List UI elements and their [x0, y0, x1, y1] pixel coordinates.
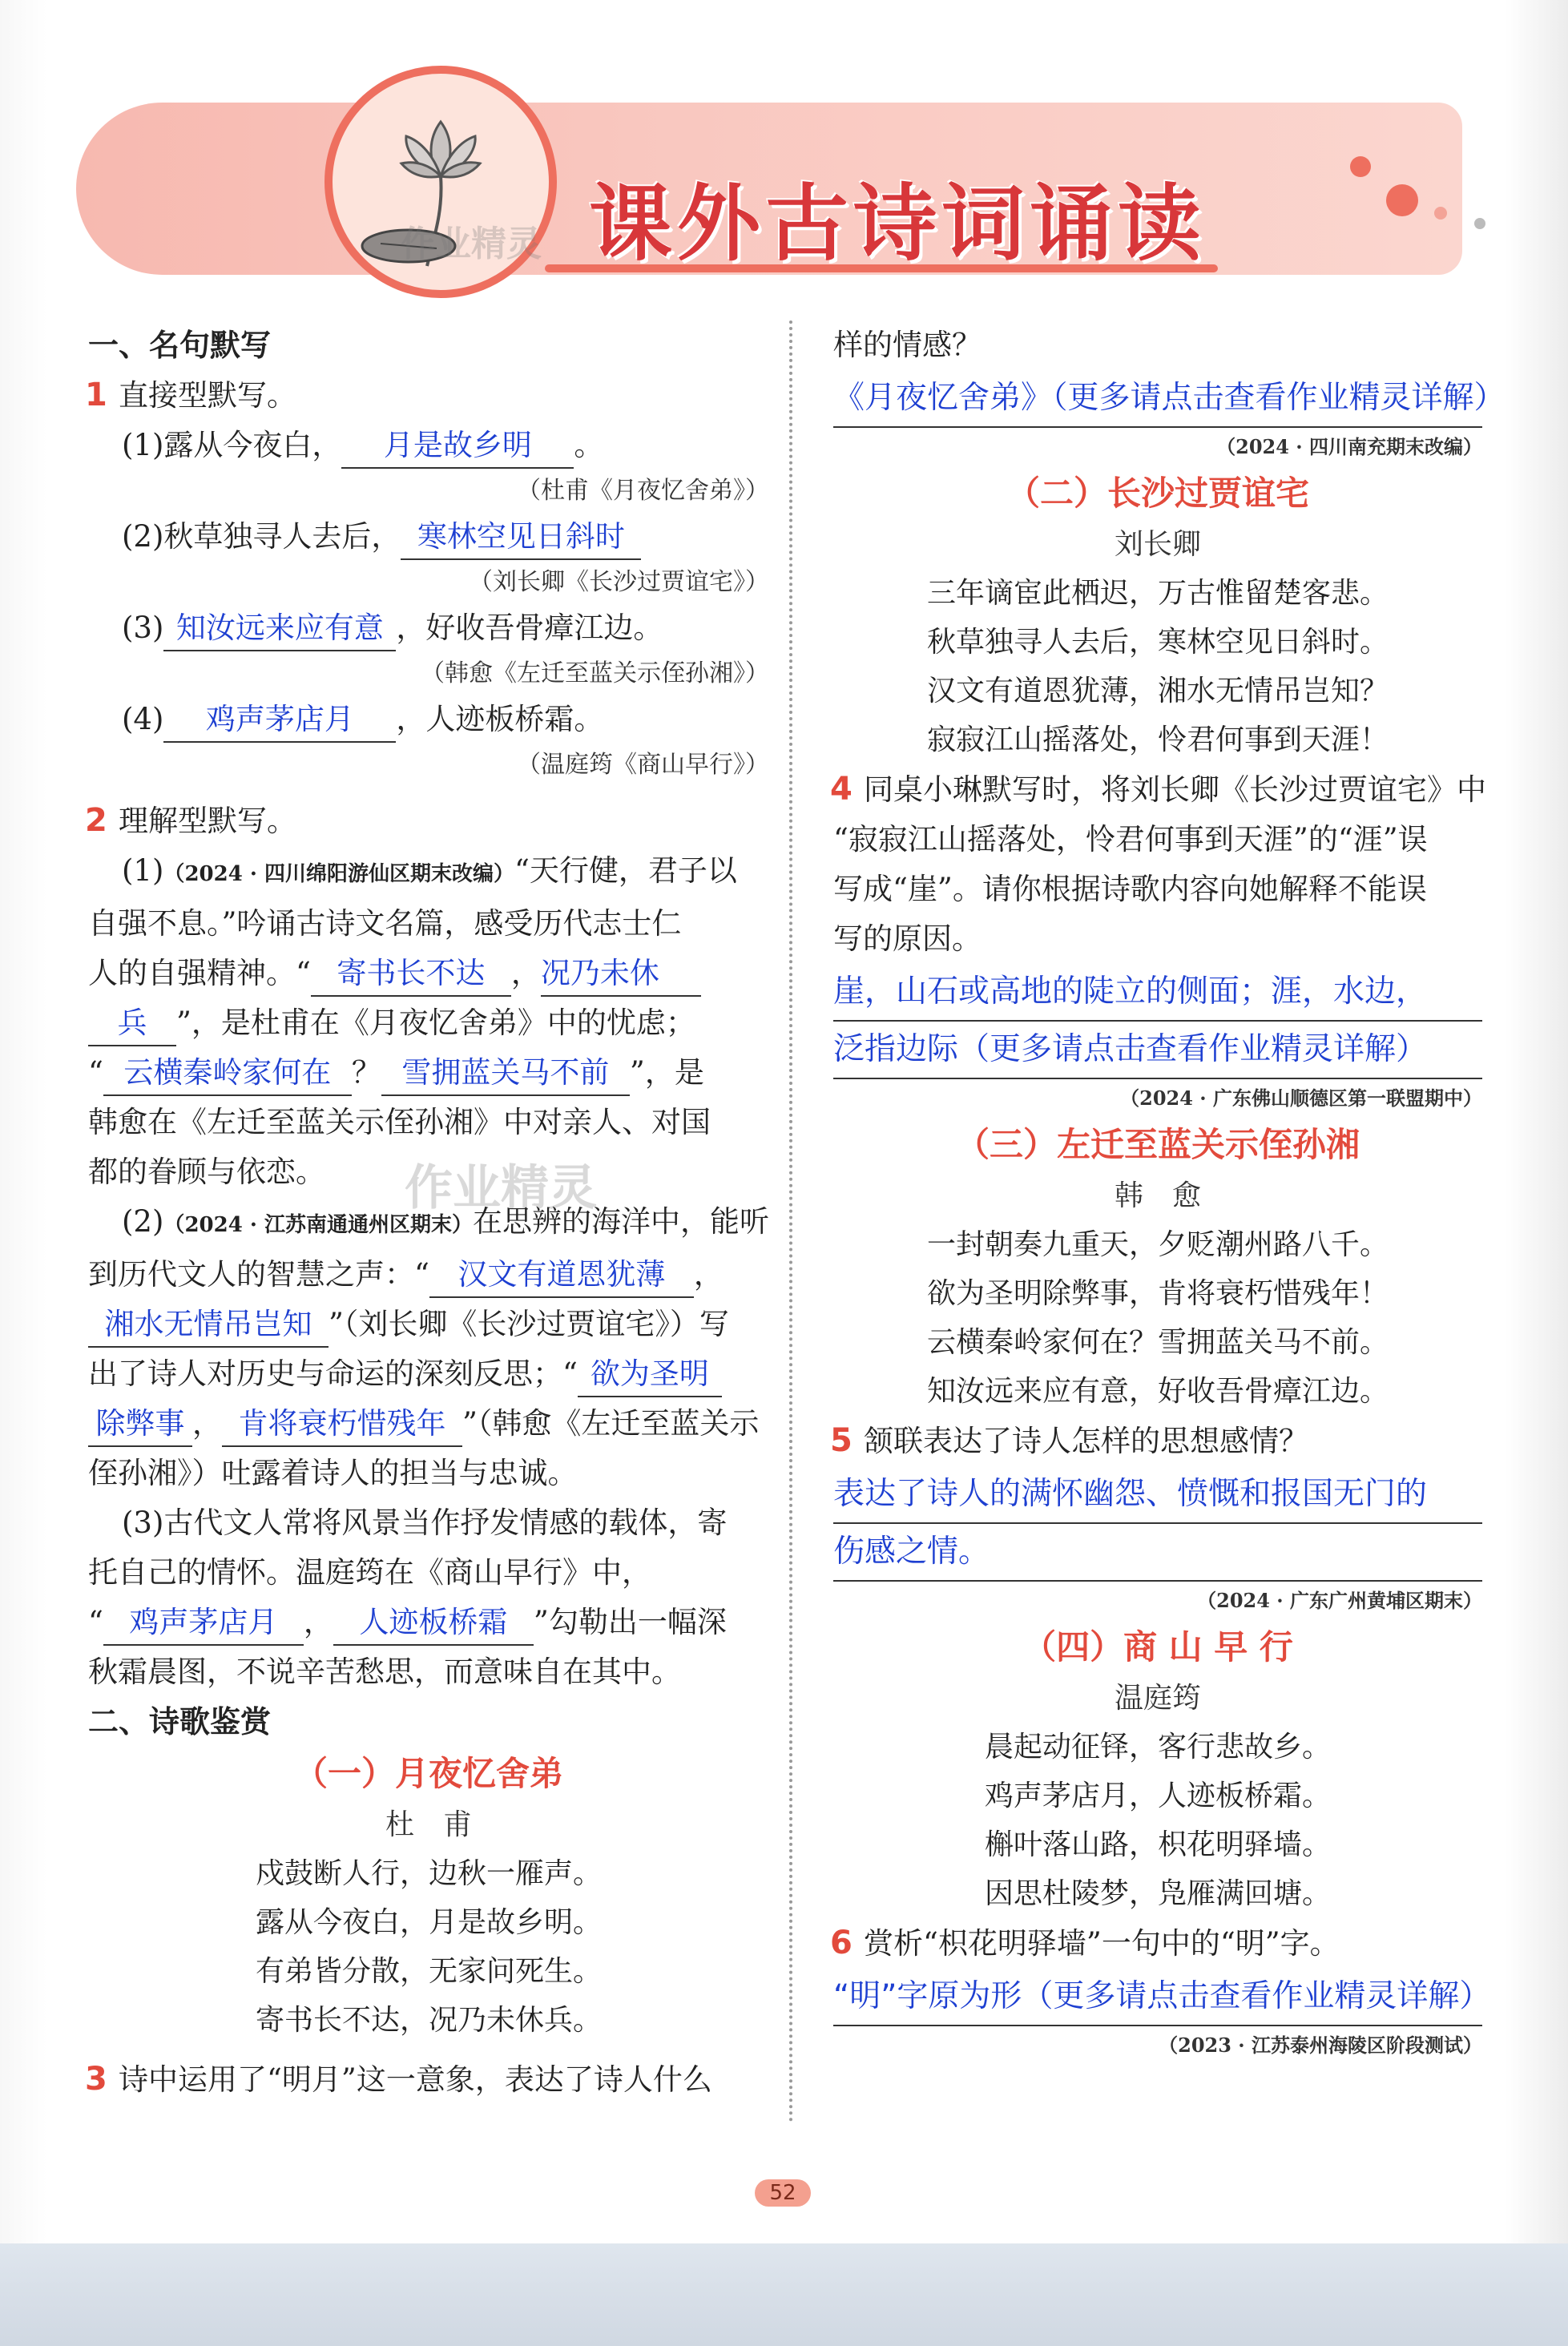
page-number: 52	[755, 2179, 811, 2207]
item-text: 。	[574, 428, 604, 462]
source-tag: （2024 · 江苏南通通州区期末）	[163, 1213, 473, 1237]
q2-p1-line	[88, 949, 769, 998]
answer-blank[interactable]: 雪拥蓝关马不前	[381, 1051, 630, 1096]
item-text: 在思辨的海洋中，能听	[472, 1204, 769, 1239]
source-citation: （杜甫《月夜忆舍弟》）	[517, 477, 769, 505]
poem-title: （一）月夜忆舍弟	[293, 1754, 563, 1793]
answer-blank[interactable]: 况乃未休	[541, 952, 701, 997]
question-3-continued: 样的情感？	[833, 328, 982, 362]
watermark: 作业精灵	[401, 224, 542, 264]
q2-p3-line: 托自己的情怀。温庭筠在《商山早行》中，	[88, 1555, 651, 1590]
question-4-prompt	[830, 764, 1486, 815]
answer-blank[interactable]: 欲为圣明	[578, 1352, 722, 1397]
poem-line: 因思杜陵梦，凫雁满回塘。	[984, 1877, 1331, 1910]
answer-line[interactable]: 伤感之情。	[833, 1524, 1482, 1582]
source-tag-text: 2024 · 江苏南通通州区期末	[184, 1213, 452, 1237]
poem-line: 寂寂江山摇落处，怜君何事到天涯！	[926, 724, 1389, 756]
question-text: 同桌小琳默写时，将刘长卿《长沙过贾谊宅》中	[864, 772, 1486, 807]
poem-line: 知汝远来应有意，好收吾骨瘴江边。	[926, 1375, 1389, 1408]
question-5-prompt	[830, 1416, 1482, 1466]
item-text: ？	[351, 1055, 381, 1090]
item-text: (1)露从今夜白，	[122, 428, 342, 462]
poem-title: （四）商 山 早 行	[1022, 1627, 1293, 1667]
question-1-prompt	[85, 370, 769, 421]
question-number: 2	[85, 802, 107, 839]
answer-blank[interactable]: 寄书长不达	[311, 952, 511, 997]
item-text: ，人迹板桥霜。	[396, 702, 604, 736]
answer-line[interactable]: 表达了诗人的满怀幽怨、愤慨和报国无门的	[833, 1466, 1482, 1524]
question-number: 5	[830, 1422, 853, 1459]
item-text: (2)秋草独寻人去后，	[122, 519, 401, 554]
item-text: ，	[510, 956, 541, 990]
scan-bottom-shade	[0, 2243, 1568, 2346]
poem-line: 欲为圣明除弊事，肯将衰朽惜残年！	[926, 1277, 1389, 1310]
poem-line: 一封朝奏九重天，夕贬潮州路八千。	[926, 1228, 1389, 1261]
poem-line: 槲叶落山路，枳花明驿墙。	[984, 1828, 1331, 1861]
item-text: 人的自强精神。“	[88, 956, 311, 990]
question-text: 颔联表达了诗人怎样的思想感情？	[864, 1424, 1308, 1458]
q2-p1-line: 自强不息。”吟诵古诗文名篇，感受历代志士仁	[88, 906, 682, 941]
question-number: 4	[830, 771, 853, 808]
question-number: 6	[830, 1925, 853, 1961]
poem-line: 鸡声茅店月，人迹板桥霜。	[984, 1780, 1331, 1812]
item-text: ”，是	[629, 1055, 704, 1090]
decor-dot	[1474, 218, 1485, 229]
item-text: ，	[693, 1257, 724, 1292]
watermark: 作业精灵	[405, 1160, 597, 1216]
item-text: ”（韩愈《左迁至蓝关示	[462, 1406, 760, 1441]
q1-item-4	[88, 695, 769, 744]
section-heading: 一、名句默写	[88, 328, 272, 363]
answer-blank[interactable]: 湘水无情吊岂知	[88, 1303, 329, 1348]
decor-dot	[1386, 184, 1418, 216]
q1-item-3	[88, 603, 769, 653]
answer-line[interactable]: 《月夜忆舍弟》（更多请点击查看作业精灵详解）	[833, 370, 1482, 428]
answer-blank[interactable]: 汉文有道恩犹薄	[429, 1253, 694, 1298]
answer-blank[interactable]: 寒林空见日斜时	[401, 515, 641, 560]
item-text: (1)	[122, 853, 164, 888]
item-text: ，	[192, 1406, 222, 1441]
q2-p3-line	[88, 1598, 769, 1647]
poem-title: （二）长沙过贾谊宅	[1006, 474, 1309, 513]
answer-blank[interactable]: 除弊事	[88, 1402, 192, 1447]
poem-author: 韩 愈	[1114, 1179, 1201, 1212]
question-text: 写成“崖”。请你根据诗歌内容向她解释不能误	[833, 872, 1427, 906]
question-number: 1	[85, 377, 107, 413]
q2-p2-line	[88, 1197, 769, 1250]
q2-p3-line: (3)古代文人常将风景当作抒发情感的载体，寄	[122, 1506, 728, 1540]
q2-p3-line: 秋霜晨图，不说辛苦愁思，而意味自在其中。	[88, 1655, 681, 1689]
q2-p2-line	[88, 1399, 769, 1449]
answer-blank[interactable]: 兵	[88, 1002, 176, 1046]
answer-line[interactable]: 泛指边际（更多请点击查看作业精灵详解）	[833, 1022, 1482, 1079]
q2-p1-line	[88, 1048, 769, 1098]
item-text: “	[88, 1055, 103, 1090]
section-heading: 二、诗歌鉴赏	[88, 1704, 272, 1739]
answer-blank[interactable]: 云横秦岭家何在	[103, 1051, 352, 1096]
poem-line: 露从今夜白，月是故乡明。	[255, 1906, 602, 1939]
question-3-prompt	[85, 2054, 769, 2105]
poem-author: 杜 甫	[385, 1808, 472, 1841]
decor-dot	[1434, 207, 1447, 220]
question-text: 赏析“枳花明驿墙”一句中的“明”字。	[864, 1926, 1340, 1961]
answer-blank[interactable]: 鸡声茅店月	[163, 698, 396, 743]
source-citation: （刘长卿《长沙过贾谊宅》）	[469, 568, 769, 596]
answer-blank[interactable]: 月是故乡明	[341, 424, 574, 469]
item-text: (3)	[122, 611, 164, 645]
column-divider	[789, 320, 792, 2123]
poem-author: 温庭筠	[1114, 1682, 1201, 1715]
question-text: 写的原因。	[833, 921, 982, 956]
question-text: 理解型默写。	[119, 804, 296, 838]
poem-title: （三）左迁至蓝关示侄孙湘	[955, 1125, 1360, 1164]
item-text: 到历代文人的智慧之声：“	[88, 1257, 429, 1292]
source-citation: （2024 · 广东佛山顺德区第一联盟期中）	[1120, 1086, 1482, 1110]
question-number: 3	[85, 2061, 107, 2098]
poem-line: 三年谪宦此栖迟，万古惟留楚客悲。	[926, 577, 1389, 610]
answer-blank[interactable]: 知汝远来应有意	[163, 607, 396, 651]
item-text: “	[88, 1605, 103, 1639]
item-text: ”，是杜甫在《月夜忆舍弟》中的忧虑；	[176, 1006, 695, 1040]
poem-line: 寄书长不达，况乃未休兵。	[255, 2004, 602, 2037]
poem-line: 秋草独寻人去后，寒林空见日斜时。	[926, 626, 1389, 659]
question-text: 直接型默写。	[119, 378, 296, 413]
answer-blank[interactable]: 鸡声茅店月	[103, 1601, 304, 1646]
q2-p2-line: 侄孙湘》）吐露着诗人的担当与忠诚。	[88, 1456, 578, 1490]
poem-author: 刘长卿	[1114, 528, 1201, 561]
question-6-prompt	[830, 1918, 1482, 1969]
q2-p1-line	[88, 846, 769, 899]
question-text: “寂寂江山摇落处，怜君何事到天涯”的“涯”误	[833, 822, 1428, 857]
poem-line: 云横秦岭家何在？雪拥蓝关马不前。	[926, 1326, 1389, 1359]
answer-blank[interactable]: 肯将衰朽惜残年	[222, 1402, 462, 1447]
item-text: ”勾勒出一幅深	[533, 1605, 727, 1639]
poem-line: 汉文有道恩犹薄，湘水无情吊岂知？	[926, 675, 1389, 707]
answer-line[interactable]: “明”字原为形（更多请点击查看作业精灵详解）	[833, 1969, 1482, 2026]
item-text: 出了诗人对历史与命运的深刻反思；“	[88, 1356, 578, 1391]
poem-line: 有弟皆分散，无家问死生。	[255, 1955, 602, 1988]
answer-blank[interactable]: 人迹板桥霜	[333, 1601, 534, 1646]
item-text: ，	[303, 1605, 333, 1639]
source-citation: （温庭筠《商山早行》）	[517, 751, 769, 779]
page-title: 课外古诗词诵读	[589, 175, 1207, 272]
left-column	[85, 320, 769, 2105]
q1-item-2	[88, 512, 769, 562]
source-citation: （2023 · 江苏泰州海陵区阶段测试）	[1159, 2034, 1482, 2057]
q2-p1-line: 韩愈在《左迁至蓝关示侄孙湘》中对亲人、对国	[88, 1105, 711, 1139]
right-column	[830, 320, 1506, 2065]
q2-p1-line: 都的眷顾与依恋。	[88, 1155, 325, 1189]
q1-item-1	[88, 421, 769, 470]
source-citation: （2024 · 四川南充期末改编）	[1216, 435, 1482, 458]
q2-p2-line	[88, 1349, 769, 1399]
question-2-prompt	[85, 796, 769, 846]
source-citation: （2024 · 广东广州黄埔区期末）	[1197, 1589, 1482, 1612]
item-text: (2)	[122, 1204, 164, 1239]
poem-line: 戍鼓断人行，边秋一雁声。	[255, 1857, 602, 1890]
source-tag-text: 2024 · 四川绵阳游仙区期末改编	[184, 862, 494, 886]
q2-p1-line	[88, 998, 769, 1048]
question-text: 诗中运用了“明月”这一意象，表达了诗人什么	[119, 2062, 712, 2097]
q2-p2-line	[88, 1300, 769, 1349]
decor-dot	[1350, 156, 1371, 177]
item-text: ，好收吾骨瘴江边。	[396, 611, 663, 645]
item-text: “天行健，君子以	[514, 853, 737, 888]
item-text: ”（刘长卿《长沙过贾谊宅》）写	[329, 1307, 729, 1341]
source-tag: （2024 · 四川绵阳游仙区期末改编）	[163, 862, 514, 886]
item-text: (4)	[122, 702, 164, 736]
poem-line: 晨起动征铎，客行悲故乡。	[984, 1731, 1331, 1764]
q2-p2-line	[88, 1250, 769, 1300]
source-citation: （韩愈《左迁至蓝关示侄孙湘》）	[421, 659, 769, 687]
answer-line[interactable]: 崖，山石或高地的陡立的侧面；涯，水边，	[833, 964, 1482, 1022]
